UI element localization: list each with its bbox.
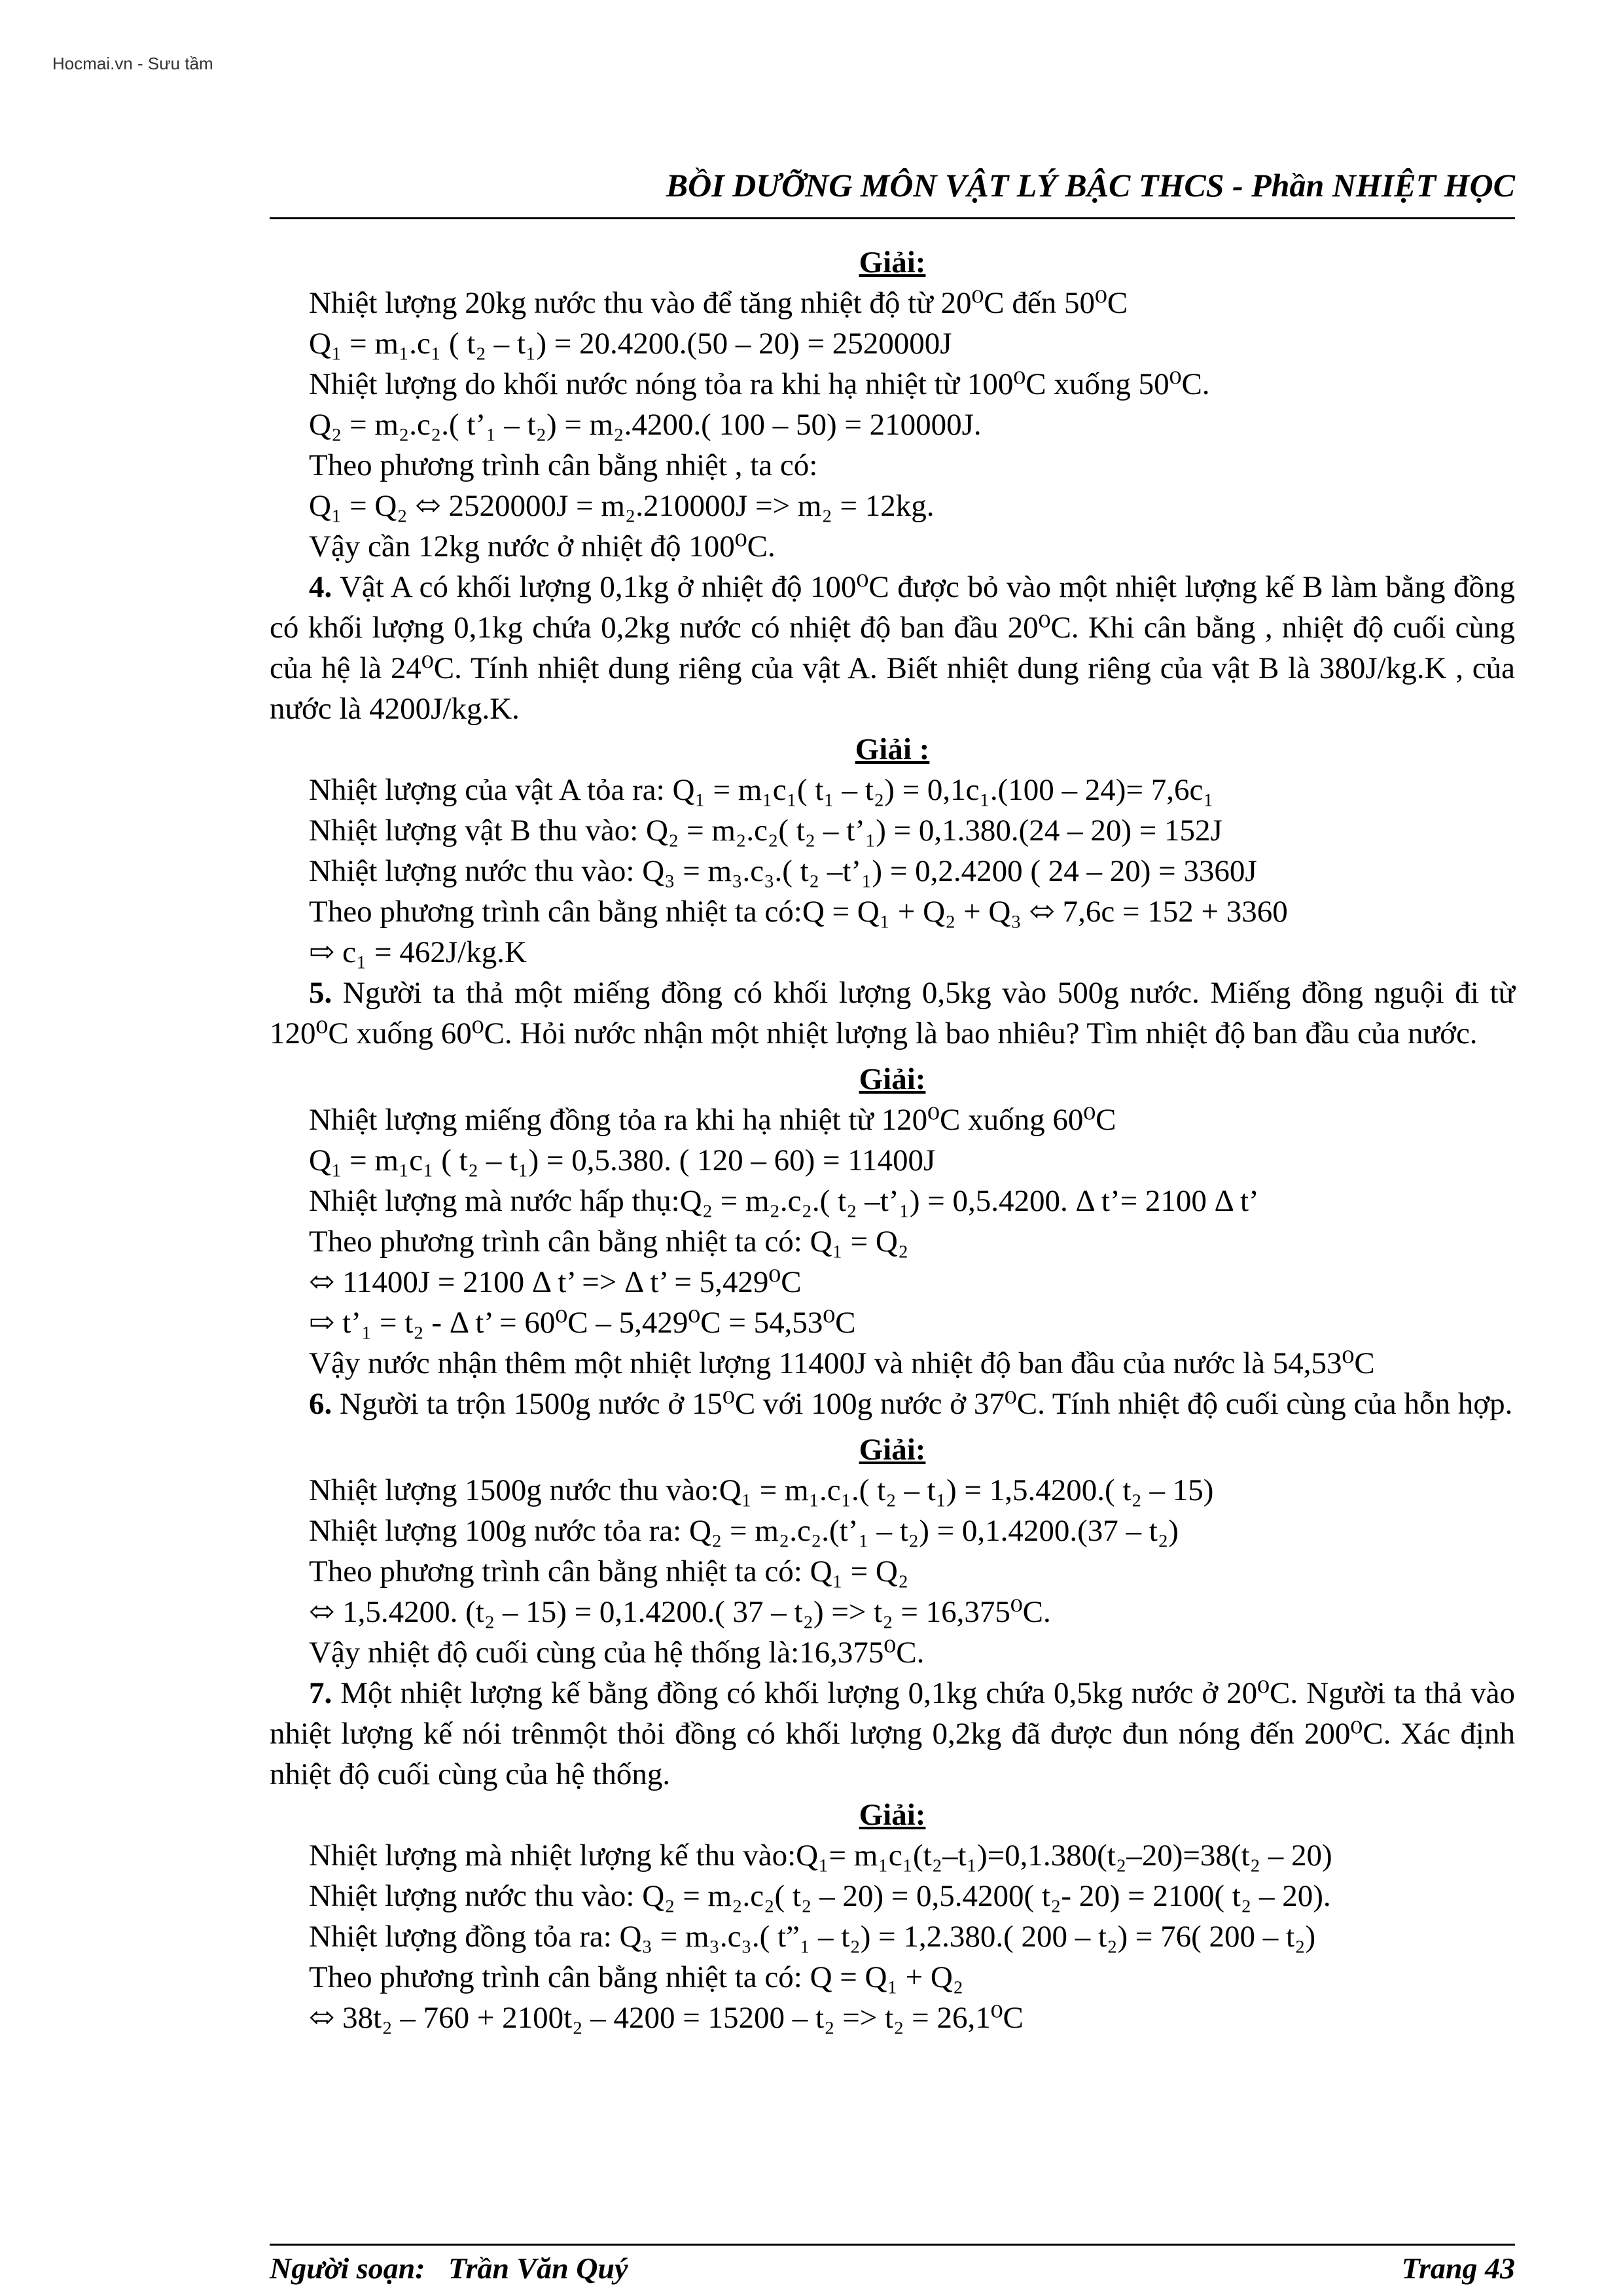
- solution-line: Theo phương trình cân bằng nhiệt ta có: Q = Q₁ + Q₂: [309, 1960, 964, 1994]
- page-footer: [270, 2249, 1515, 2288]
- solution-line: Nhiệt lượng 100g nước tỏa ra: Q₂ = m₂.c₂.(t’₁ – t₂) = 0,1.4200.(37 – t₂): [309, 1514, 1179, 1548]
- problem-text: Vật A có khối lượng 0,1kg ở nhiệt độ 100⁰C được bỏ vào một nhiệt lượng kế B làm bằng đồng có khối lượng 0,1kg chứa 0,2kg nước có nhiệt độ ban đầu 20⁰C. Khi cân bằng , nhiệt độ cuối cùng của hệ là 24⁰C. Tính nhiệt dung riêng của vật A. Biết nhiệt dung riêng của vật B là 380J/kg.K , của nước là 4200J/kg.K.: [270, 570, 1515, 726]
- solution-line: ⬄ 1,5.4200. (t₂ – 15) = 0,1.4200.( 37 – t₂) => t₂ = 16,375⁰C.: [309, 1595, 1051, 1629]
- page-header: BỒI DƯỠNG MÔN VẬT LÝ BẬC THCS - Phần NHIỆT HỌC: [666, 167, 1515, 204]
- solution-line: Theo phương trình cân bằng nhiệt ta có: Q₁ = Q₂: [309, 1554, 909, 1588]
- solution-line: Nhiệt lượng 20kg nước thu vào để tăng nhiệt độ từ 20⁰C đến 50⁰C: [309, 286, 1128, 320]
- solution-heading: Giải:: [859, 1062, 926, 1096]
- problem-text: Một nhiệt lượng kế bằng đồng có khối lượng 0,1kg chứa 0,5kg nước ở 20⁰C. Người ta thả vào nhiệt lượng kế nói trênmột thỏi đồng có khối lượng 0,2kg đã được đun nóng đến 200⁰C. Xác định nhiệt độ cuối cùng của hệ thống.: [270, 1676, 1515, 1791]
- solution-line: Nhiệt lượng nước thu vào: Q₂ = m₂.c₂( t₂ – 20) = 0,5.4200( t₂- 20) = 2100( t₂ – 20).: [309, 1879, 1331, 1913]
- problem-text: Người ta trộn 1500g nước ở 15⁰C với 100g nước ở 37⁰C. Tính nhiệt độ cuối cùng của hỗn hợp.: [340, 1387, 1513, 1421]
- solution-line: Nhiệt lượng nước thu vào: Q₃ = m₃.c₃.( t₂ –t’₁) = 0,2.4200 ( 24 – 20) = 3360J: [309, 854, 1257, 888]
- solution-line: Nhiệt lượng mà nước hấp thụ:Q₂ = m₂.c₂.( t₂ –t’₁) = 0,5.4200. Δ t’= 2100 Δ t’: [309, 1184, 1259, 1218]
- solution-line: ⇨ c₁ = 462J/kg.K: [309, 935, 527, 969]
- solution-line: Nhiệt lượng do khối nước nóng tỏa ra khi hạ nhiệt từ 100⁰C xuống 50⁰C.: [309, 367, 1210, 401]
- problem-5: [270, 973, 1515, 1054]
- solution-line: Theo phương trình cân bằng nhiệt , ta có:: [309, 448, 818, 482]
- solution-line: Q₁ = m₁.c₁ ( t₂ – t₁) = 20.4200.(50 – 20) = 2520000J: [309, 327, 952, 361]
- header-rule: [270, 217, 1515, 219]
- problem-number: 7.: [309, 1676, 332, 1710]
- page-number: Trang 43: [1401, 2251, 1515, 2285]
- page-body: [270, 242, 1515, 2038]
- problem-number: 5.: [309, 976, 332, 1010]
- problem-text: Người ta thả một miếng đồng có khối lượng 0,5kg vào 500g nước. Miếng đồng nguội đi từ 120⁰C xuống 60⁰C. Hỏi nước nhận một nhiệt lượng là bao nhiêu? Tìm nhiệt độ ban đầu của nước.: [270, 976, 1515, 1050]
- solution-line: Q₂ = m₂.c₂.( t’₁ – t₂) = m₂.4200.( 100 – 50) = 210000J.: [309, 408, 982, 442]
- solution-line: Theo phương trình cân bằng nhiệt ta có:Q = Q₁ + Q₂ + Q₃ ⬄ 7,6c = 152 + 3360: [309, 895, 1288, 929]
- solution-line: Vậy cần 12kg nước ở nhiệt độ 100⁰C.: [309, 529, 776, 564]
- solution-line: Vậy nhiệt độ cuối cùng của hệ thống là:16,375⁰C.: [309, 1636, 925, 1670]
- solution-heading: Giải:: [859, 245, 926, 279]
- problem-6: [270, 1384, 1515, 1424]
- solution-line: ⬄ 38t₂ – 760 + 2100t₂ – 4200 = 15200 – t₂ => t₂ = 26,1⁰C: [309, 2001, 1024, 2035]
- problem-number: 4.: [309, 570, 332, 604]
- solution-line: Nhiệt lượng mà nhiệt lượng kế thu vào:Q₁= m₁c₁(t₂–t₁)=0,1.380(t₂–20)=38(t₂ – 20): [309, 1839, 1332, 1873]
- solution-line: Nhiệt lượng 1500g nước thu vào:Q₁ = m₁.c₁.( t₂ – t₁) = 1,5.4200.( t₂ – 15): [309, 1473, 1214, 1507]
- problem-7: [270, 1673, 1515, 1795]
- solution-line: Nhiệt lượng của vật A tỏa ra: Q₁ = m₁c₁( t₁ – t₂) = 0,1c₁.(100 – 24)= 7,6c₁: [309, 773, 1214, 807]
- author-label: Người soạn:: [270, 2251, 425, 2285]
- author-name: Trần Văn Quý: [448, 2251, 628, 2285]
- solution-line: Theo phương trình cân bằng nhiệt ta có: Q₁ = Q₂: [309, 1225, 909, 1259]
- solution-line: Q₁ = Q₂ ⬄ 2520000J = m₂.210000J => m₂ = 12kg.: [309, 489, 935, 523]
- solution-line: Nhiệt lượng miếng đồng tỏa ra khi hạ nhiệt từ 120⁰C xuống 60⁰C: [309, 1103, 1116, 1137]
- solution-line: Vậy nước nhận thêm một nhiệt lượng 11400J và nhiệt độ ban đầu của nước là 54,53⁰C: [309, 1346, 1375, 1380]
- solution-heading: Giải :: [855, 732, 930, 766]
- solution-line: Nhiệt lượng đồng tỏa ra: Q₃ = m₃.c₃.( t”₁ – t₂) = 1,2.380.( 200 – t₂) = 76( 200 – t₂): [309, 1920, 1316, 1954]
- source-watermark: Hocmai.vn - Sưu tầm: [52, 54, 213, 73]
- problem-number: 6.: [309, 1387, 332, 1421]
- solution-line: Nhiệt lượng vật B thu vào: Q₂ = m₂.c₂( t₂ – t’₁) = 0,1.380.(24 – 20) = 152J: [309, 814, 1222, 848]
- footer-rule: [270, 2244, 1515, 2246]
- solution-line: ⇨ t’₁ = t₂ - Δ t’ = 60⁰C – 5,429⁰C = 54,53⁰C: [309, 1306, 856, 1340]
- solution-line: ⬄ 11400J = 2100 Δ t’ => Δ t’ = 5,429⁰C: [309, 1265, 802, 1299]
- problem-4: [270, 567, 1515, 729]
- solution-line: Q₁ = m₁c₁ ( t₂ – t₁) = 0,5.380. ( 120 – 60) = 11400J: [309, 1143, 936, 1177]
- solution-heading: Giải:: [859, 1433, 926, 1467]
- solution-heading: Giải:: [859, 1798, 926, 1832]
